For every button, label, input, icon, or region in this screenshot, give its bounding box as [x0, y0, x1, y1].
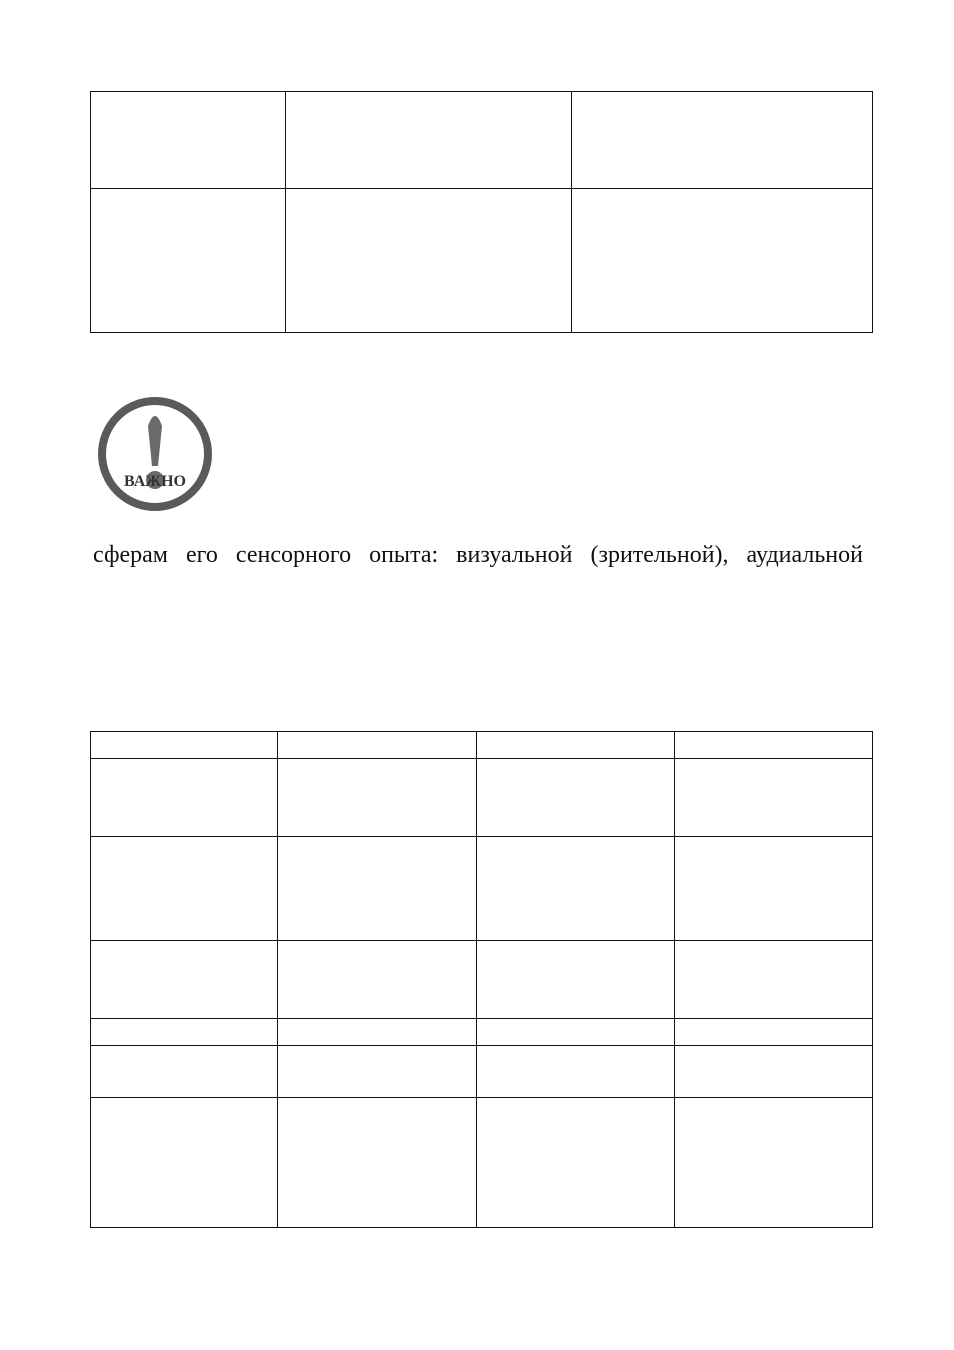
table-cell: [286, 189, 572, 333]
table-cell: [278, 1046, 477, 1098]
table-cell: [675, 837, 873, 941]
table-cell: [675, 732, 873, 759]
table-cell: [91, 732, 278, 759]
table-cell: [278, 1019, 477, 1046]
table-cell: [675, 1019, 873, 1046]
table-cell: [477, 1019, 675, 1046]
table-cell: [91, 1046, 278, 1098]
table-cell: [572, 92, 873, 189]
table-cell: [91, 92, 286, 189]
table-cell: [278, 941, 477, 1019]
table-cell: [91, 941, 278, 1019]
table-cell: [278, 837, 477, 941]
table-cell: [91, 1019, 278, 1046]
table-cell: [91, 1098, 278, 1228]
table-cell: [477, 837, 675, 941]
important-badge: [96, 396, 214, 514]
table-cell: [477, 732, 675, 759]
table-cell: [572, 189, 873, 333]
table-cell: [675, 941, 873, 1019]
table-cell: [477, 1046, 675, 1098]
body-text: сферам его сенсорного опыта: визуальной (зрительной), аудиальной: [93, 542, 863, 568]
table-row: [91, 759, 873, 837]
table-cell: [675, 1046, 873, 1098]
table-row: [91, 1019, 873, 1046]
table-cell: [477, 1098, 675, 1228]
table-cell: [91, 759, 278, 837]
table-row: [91, 732, 873, 759]
badge-label: ВАЖНО: [124, 473, 186, 490]
bottom-table: [90, 731, 873, 1228]
table-cell: [278, 732, 477, 759]
table-cell: [477, 759, 675, 837]
table-cell: [278, 759, 477, 837]
table-row: [91, 941, 873, 1019]
table-cell: [675, 1098, 873, 1228]
table-row: [91, 189, 873, 333]
table-cell: [286, 92, 572, 189]
table-cell: [91, 189, 286, 333]
table-row: [91, 1046, 873, 1098]
table-cell: [675, 759, 873, 837]
exclamation-circle-icon: [96, 396, 214, 514]
table-cell: [477, 941, 675, 1019]
top-table: [90, 91, 873, 333]
table-row: [91, 1098, 873, 1228]
table-cell: [278, 1098, 477, 1228]
table-cell: [91, 837, 278, 941]
table-row: [91, 92, 873, 189]
table-row: [91, 837, 873, 941]
